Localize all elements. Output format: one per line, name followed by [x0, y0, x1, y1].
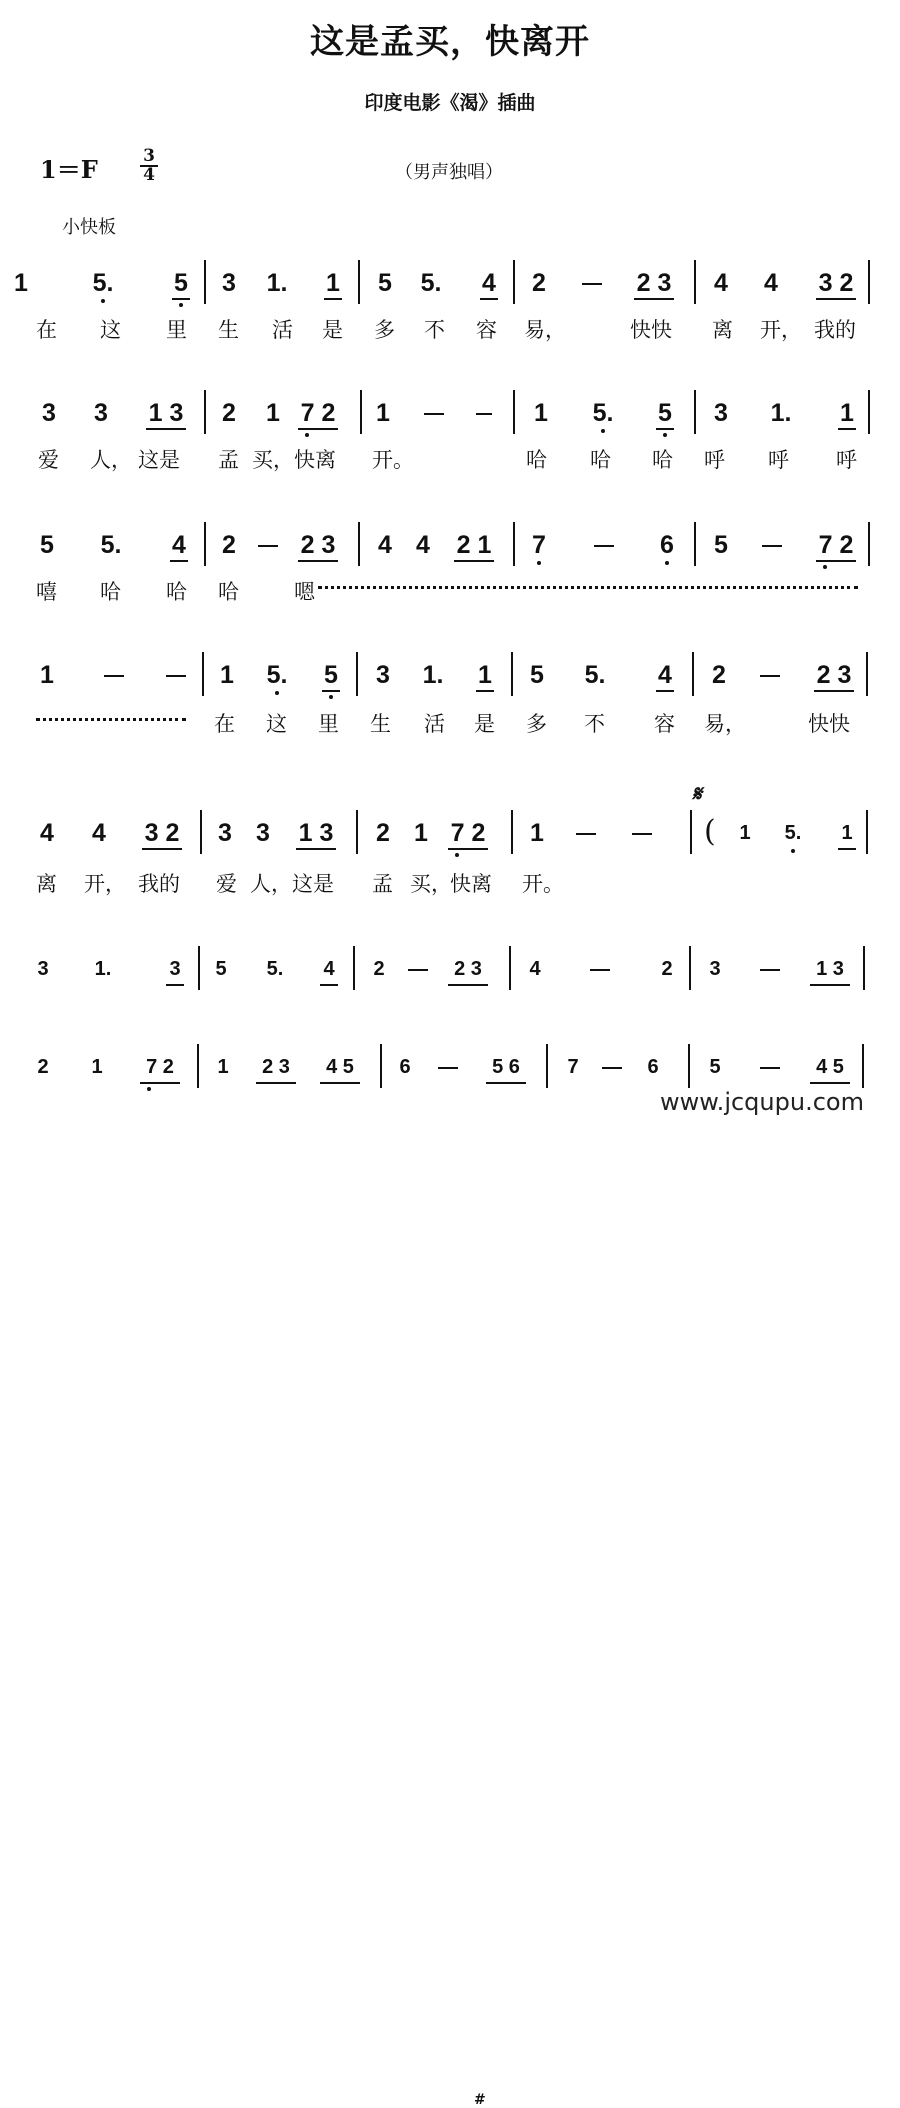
watermark: www.jcqupu.com: [660, 1088, 864, 1116]
lyric: 多: [526, 712, 547, 736]
note: 2: [37, 1056, 49, 1078]
note: 1: [739, 822, 751, 844]
note: 3: [164, 954, 186, 984]
note: 1: [14, 269, 28, 297]
note: 4: [529, 958, 541, 980]
barline: [863, 946, 865, 990]
note: 5: [714, 531, 728, 559]
barline: [204, 390, 206, 434]
lyrics-row-2: [0, 446, 900, 476]
note: 1: [322, 268, 344, 298]
lower-octave-dot: [179, 303, 183, 307]
sustain-dash: [602, 1067, 622, 1069]
sustain-dash: [594, 545, 614, 547]
note: 1.: [770, 399, 792, 427]
note-pair: 1 3: [294, 818, 338, 848]
note: 5.: [592, 398, 614, 428]
barline: [513, 390, 515, 434]
staff-row-3: [0, 530, 900, 570]
lyrics-row-1: [0, 316, 900, 346]
lyric: 生: [370, 712, 391, 736]
sustain-dash: [258, 545, 278, 547]
time-signature-bottom: 4: [140, 165, 158, 184]
lyric: 离: [712, 318, 733, 342]
note: 7: [567, 1056, 579, 1078]
note: 5.: [266, 660, 288, 690]
note: 1: [534, 399, 548, 427]
barline: [356, 652, 358, 696]
staff-row-4: [0, 660, 900, 700]
sustain-dash: [104, 675, 124, 677]
lyric: 人，: [90, 448, 132, 472]
note: 1: [266, 399, 280, 427]
note: 1: [217, 1056, 229, 1078]
lyric: 快快: [630, 318, 672, 342]
note-pair: 3 2: [140, 818, 184, 848]
note: 5.: [266, 958, 284, 980]
lyric: 哈: [100, 580, 121, 604]
lyric: 易，: [524, 318, 566, 342]
lyric: 我的: [814, 318, 856, 342]
lyric: 哈: [526, 448, 547, 472]
note: 4: [416, 531, 430, 559]
barline: [511, 652, 513, 696]
note: 4: [378, 531, 392, 559]
note: 1: [836, 398, 858, 428]
note: 2: [222, 399, 236, 427]
barline: [204, 260, 206, 304]
sustain-dash: [438, 1067, 458, 1069]
note: 5: [215, 958, 227, 980]
lyric: 开。: [522, 872, 564, 896]
lyric: 买，: [410, 872, 452, 896]
lyric: 多: [374, 318, 395, 342]
sustain-dash: [476, 413, 492, 415]
note-pair: 4 5: [318, 1052, 362, 1082]
note: 1.: [266, 269, 288, 297]
staff-row-1: [0, 268, 900, 308]
note: 1.: [94, 958, 112, 980]
barline: [694, 390, 696, 434]
sustain-dash: [590, 969, 610, 971]
lyric: 嗯: [294, 580, 315, 604]
barline: [356, 810, 358, 854]
barline: [197, 1044, 199, 1088]
barline: [511, 810, 513, 854]
segno-sign-icon: 𝄋: [692, 782, 702, 807]
note-pair: 2 3: [446, 954, 490, 984]
note: 4: [714, 269, 728, 297]
lyric: 是: [322, 318, 343, 342]
lyric: 易，: [704, 712, 746, 736]
sustain-dash: [582, 283, 602, 285]
lyric: 孟: [372, 872, 393, 896]
lyric: 生: [218, 318, 239, 342]
note: 5: [530, 661, 544, 689]
lower-octave-dot: [101, 299, 105, 303]
lyric: 快离: [294, 448, 336, 472]
note: 3: [37, 958, 49, 980]
note-pair: 2 1: [452, 530, 496, 560]
note: 1: [220, 661, 234, 689]
time-signature: [140, 148, 158, 184]
note: 5: [654, 398, 676, 428]
note: 3: [714, 399, 728, 427]
note: 3: [94, 399, 108, 427]
note: 1: [836, 818, 858, 848]
lyric: 这是: [292, 872, 334, 896]
note: 2: [373, 958, 385, 980]
barline: [688, 1044, 690, 1088]
note: 1: [91, 1056, 103, 1078]
note: 4: [40, 819, 54, 847]
barline: [353, 946, 355, 990]
lyric: 里: [166, 318, 187, 342]
sharp-icon: #: [474, 2092, 486, 2108]
barline: [694, 260, 696, 304]
staff-row-5: [0, 814, 900, 858]
lyric: 呼: [836, 448, 857, 472]
sustain-dash: [760, 969, 780, 971]
note: 4: [168, 530, 190, 560]
lyric: 不: [424, 318, 445, 342]
barline: [509, 946, 511, 990]
note: 1: [474, 660, 496, 690]
note: 5: [170, 268, 192, 298]
note-pair: 2 3: [632, 268, 676, 298]
sustain-dash: [632, 833, 652, 835]
barline: [694, 522, 696, 566]
barline: [546, 1044, 548, 1088]
note: 2: [661, 958, 673, 980]
note-pair: 2 3: [812, 660, 856, 690]
lyric: 呼: [768, 448, 789, 472]
lyric: 里: [318, 712, 339, 736]
barline: [358, 260, 360, 304]
barline: [866, 810, 868, 854]
barline: [380, 1044, 382, 1088]
note: 5: [378, 269, 392, 297]
barline: [862, 1044, 864, 1088]
note: 1: [530, 819, 544, 847]
staff-row-2: [0, 398, 900, 438]
lyric: 呼: [704, 448, 725, 472]
note: 4: [478, 268, 500, 298]
note: 5: [320, 660, 342, 690]
barline: [513, 522, 515, 566]
sustain-dash: [760, 1067, 780, 1069]
tempo-marking: 小快板: [62, 217, 116, 238]
lyric: 离: [36, 872, 57, 896]
note-pair: 1 3: [144, 398, 188, 428]
barline: [868, 260, 870, 304]
lyric: 这: [266, 712, 287, 736]
note-pair: 2 3: [296, 530, 340, 560]
note: 4: [92, 819, 106, 847]
note: 4: [318, 954, 340, 984]
note: 3: [218, 819, 232, 847]
lyric: 哈: [652, 448, 673, 472]
lyrics-row-3: [0, 578, 900, 608]
note-pair: 7 2: [138, 1052, 182, 1082]
lyric: 活: [272, 318, 293, 342]
lyric: 在: [36, 318, 57, 342]
barline: [692, 652, 694, 696]
note: 6: [399, 1056, 411, 1078]
sustain-dash: [762, 545, 782, 547]
note: 6: [647, 1056, 659, 1078]
lyric: 不: [584, 712, 605, 736]
melisma-dots: [318, 586, 858, 592]
note: 5.: [584, 661, 606, 689]
lyric: 哈: [166, 580, 187, 604]
barline: [358, 522, 360, 566]
barline: [689, 946, 691, 990]
note: 3: [709, 958, 721, 980]
note-pair: 7 2: [814, 530, 858, 560]
note: 7: [528, 530, 550, 560]
note: 5.: [420, 269, 442, 297]
note: 2: [532, 269, 546, 297]
lyric: 开，: [760, 318, 802, 342]
lyric: 爱: [216, 872, 237, 896]
song-title: 这是孟买，快离开: [310, 22, 590, 62]
note: 1: [376, 399, 390, 427]
underline: [172, 298, 190, 300]
note: 5: [40, 531, 54, 559]
key-signature: 1＝F: [40, 155, 98, 184]
lyric: 孟: [218, 448, 239, 472]
note: 6: [656, 530, 678, 560]
note-pair: 7 2: [296, 398, 340, 428]
lyric: 这: [100, 318, 121, 342]
lyric: 容: [654, 712, 675, 736]
lyric: 爱: [38, 448, 59, 472]
sustain-dash: [408, 969, 428, 971]
lyric: 哈: [590, 448, 611, 472]
note: 2: [222, 531, 236, 559]
note: 1.: [422, 661, 444, 689]
barline: [360, 390, 362, 434]
barline: [690, 810, 692, 854]
lyric: 在: [214, 712, 235, 736]
note: 4: [654, 660, 676, 690]
lyric: 开，: [84, 872, 126, 896]
sustain-dash: [760, 675, 780, 677]
barline: [198, 946, 200, 990]
note: 5.: [92, 268, 114, 298]
lyric: 活: [424, 712, 445, 736]
lyrics-row-4: [0, 710, 900, 740]
note-pair: 1 3: [808, 954, 852, 984]
note: 3: [256, 819, 270, 847]
note: 5.: [100, 531, 122, 559]
note: 3: [222, 269, 236, 297]
barline: [868, 390, 870, 434]
barline: [513, 260, 515, 304]
note: 2: [712, 661, 726, 689]
barline: [200, 810, 202, 854]
note: 2: [376, 819, 390, 847]
note: 1: [40, 661, 54, 689]
note: 5: [709, 1056, 721, 1078]
barline: [202, 652, 204, 696]
sustain-dash: [576, 833, 596, 835]
lyric: 是: [474, 712, 495, 736]
lyrics-row-5: [0, 870, 900, 900]
song-subtitle: 印度电影《渴》插曲: [364, 92, 536, 114]
time-signature-top: 3: [143, 146, 155, 166]
lyric: 买，: [252, 448, 294, 472]
melisma-dots: [36, 718, 186, 724]
barline: [868, 522, 870, 566]
barline: [866, 652, 868, 696]
note-pair: 3 2: [814, 268, 858, 298]
lyric: 开。: [372, 448, 414, 472]
sustain-dash: [424, 413, 444, 415]
lyric: 我的: [138, 872, 180, 896]
note-pair: 7 2: [446, 818, 490, 848]
voice-type: （男声独唱）: [395, 162, 503, 183]
staff-row-6: [0, 954, 900, 994]
note: 4: [764, 269, 778, 297]
lyric: 快离: [450, 872, 492, 896]
lyric: 快快: [808, 712, 850, 736]
note-pair: 2 3: [254, 1052, 298, 1082]
lyric: 容: [476, 318, 497, 342]
repeat-paren: (: [704, 814, 716, 849]
lyric: 嘻: [36, 580, 57, 604]
note: 3: [42, 399, 56, 427]
note: 3: [376, 661, 390, 689]
note: 5.: [782, 818, 804, 848]
note: 1: [414, 819, 428, 847]
sustain-dash: [166, 675, 186, 677]
note-pair: 5 6: [484, 1052, 528, 1082]
barline: [204, 522, 206, 566]
lyric: 哈: [218, 580, 239, 604]
note-pair: 4 5: [808, 1052, 852, 1082]
lyric: 人，: [250, 872, 292, 896]
lyric: 这是: [138, 448, 180, 472]
